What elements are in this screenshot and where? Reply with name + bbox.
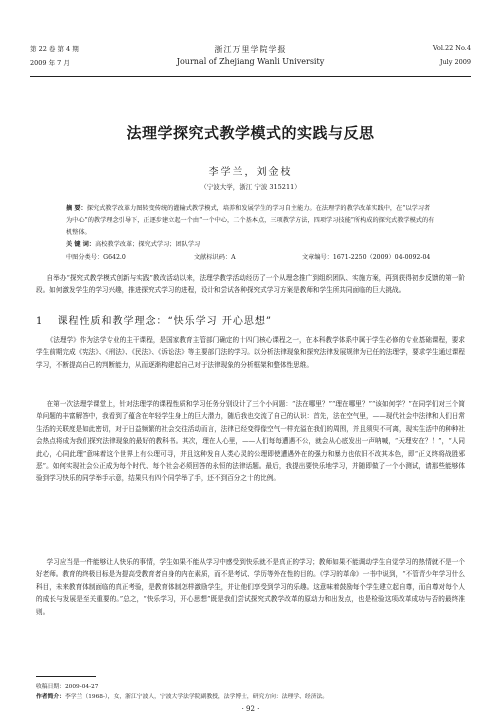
keywords-label: 关 键 词： (66, 241, 96, 248)
author-affiliation: （宁波大学，浙江 宁波 315211） (200, 183, 301, 191)
intro-paragraph: 自举办“探究式教学模式创新与实践”教改活动以来，法理学教学活动经历了一个从理念推广到组织团队、实施方案，再到获得初步反馈的第一阶段。如何激发学生的学习兴趣，推进探究式学习的进程，设计和尝试各种探究式学习方案是教师和学生所共同面临的巨大挑战。 (36, 274, 465, 295)
abstract-block (66, 203, 435, 251)
paper-authors: 李学兰，刘金枝 (208, 167, 293, 178)
volume-issue-en: Vol.22 No.4 (432, 44, 471, 52)
page-number: · 92 · (241, 705, 260, 713)
section-number: 1 (36, 316, 44, 327)
footnote-divider (36, 676, 96, 677)
date-en: July 2009 (439, 58, 471, 66)
author-bio (36, 691, 465, 700)
running-header (30, 44, 471, 72)
body-paragraph: 学习应当是一件能够让人快乐的事情，学生如果不能从学习中感受到快乐就不是真正的学习；教师如果不能调动学生自觉学习的热情就不是一个好老师。教育的终极目标是为提高受教育者自身的内在素质，而不是考试、学历等外在性的目的。《学习的革命》一书中说到，“不管青少年学习什么科目，未来教育体制面临的真正考验，是教育体制怎样激励学生，并让他们享受到学习的乐趣。这意味着鼓励每个学生建立起自尊，而自尊对每个人的成长与发展是至关重要的。”总之，“快乐学习，开心思想”既是我们尝试探究式教学改革的原动力和出发点，也是检验这项改革成功与否的最终准则。 (36, 558, 465, 616)
document-code: 文献标识码：A (194, 254, 236, 261)
journal-name-en: Journal of Zhejiang Wanli University (176, 57, 325, 66)
clc-number: 中图分类号：G642.0 (66, 254, 126, 261)
article-number: 文章编号：1671-2250（2009）04-0092-04 (302, 254, 431, 261)
date-cn: 2009 年 7 月 (30, 59, 70, 67)
abstract-text: 探究式教学改革力图转变传统的灌输式教学模式，培养和发展学生的学习自主能力。在法理学的教学改革实践中，在“以学习者为中心”的教学理念引导下，正逐步建立起一个由“一个中心，二个基本点，三项教学方法，四项学习技能”所构成的探究式教学模式的有机整体。 (66, 205, 435, 236)
received-date: 收稿日期：2009-04-27 (36, 684, 99, 690)
abstract (66, 203, 435, 239)
journal-name-cn: 浙江万里学院学报 (214, 45, 287, 54)
author-bio-text: 李学兰（1968-），女，浙江宁波人，宁波大学法学院副教授，法学博士，研究方向：法理学、经济法。 (65, 694, 329, 700)
header-divider (30, 76, 471, 77)
section-title: 课程性质和教学理念：“快乐学习 开心思想” (57, 316, 272, 327)
body-paragraph: 在第一次法理学课堂上，针对法理学的课程性质和学习任务分别设计了三个小问题：“法在哪里？”“理在哪里？”“该如何学？”在同学们对三个简单问题的丰富解答中，我看到了蕴含在年轻学生身上的巨大潜力，随后我也交流了自己的认识：首先，法在空气里，——现代社会中法律和人们日常生活的关联度是如此密切，对于日益频繁的社会交往活动而言，法律已经变得像空气一样充溢在我们的周围，并且须臾不可离，现实生活中的种种社会热点将成为我们探究法律现象的最好的教科书。其次，理在人心里，——人们每每遭遇不公，就会从心底发出一声呐喊，“天理安在？！”，“人同此心，心同此理”意味着这个世界上有公理可寻，并且这种发自人类心灵的公理即使遭遇外在的强力和暴力也依旧不改其本色，即“正义终将战胜邪恶”。如何实现社会公正成为每个时代、每个社会必须回答的永恒的法律话题。最后，我提出要快乐地学习，并随即做了一个小测试，请那些能够体验到学习快乐的同学举手示意，结果只有四个同学举了手，还不到百分之十的比例。 (36, 400, 465, 483)
keywords (66, 239, 435, 251)
abstract-label: 摘 要： (66, 205, 87, 212)
body-paragraph: 《法理学》作为法学专业的主干课程，是国家教育主管部门确定的十四门核心课程之一，在本科教学体系中属于学生必修的专业基础课程，要求学生前期完成《宪法》、《刑法》、《民法》、《诉讼法》等主要部门法的学习。以分析法律现象和探究法律发展规律为已任的法理学，要求学生通过课程学习，不断提高自己的判断能力，从而逐渐构建起自己对于法律现象的分析框架和整体性思维。 (36, 336, 465, 369)
paper-title: 法理学探究式教学模式的实践与反思 (126, 124, 375, 142)
keywords-text: 高校教学改革；探究式学习；团队学习 (95, 241, 201, 248)
volume-issue-cn: 第 22 卷 第 4 期 (30, 45, 79, 53)
section-heading (36, 312, 272, 327)
author-bio-label: 作者简介： (36, 694, 65, 700)
